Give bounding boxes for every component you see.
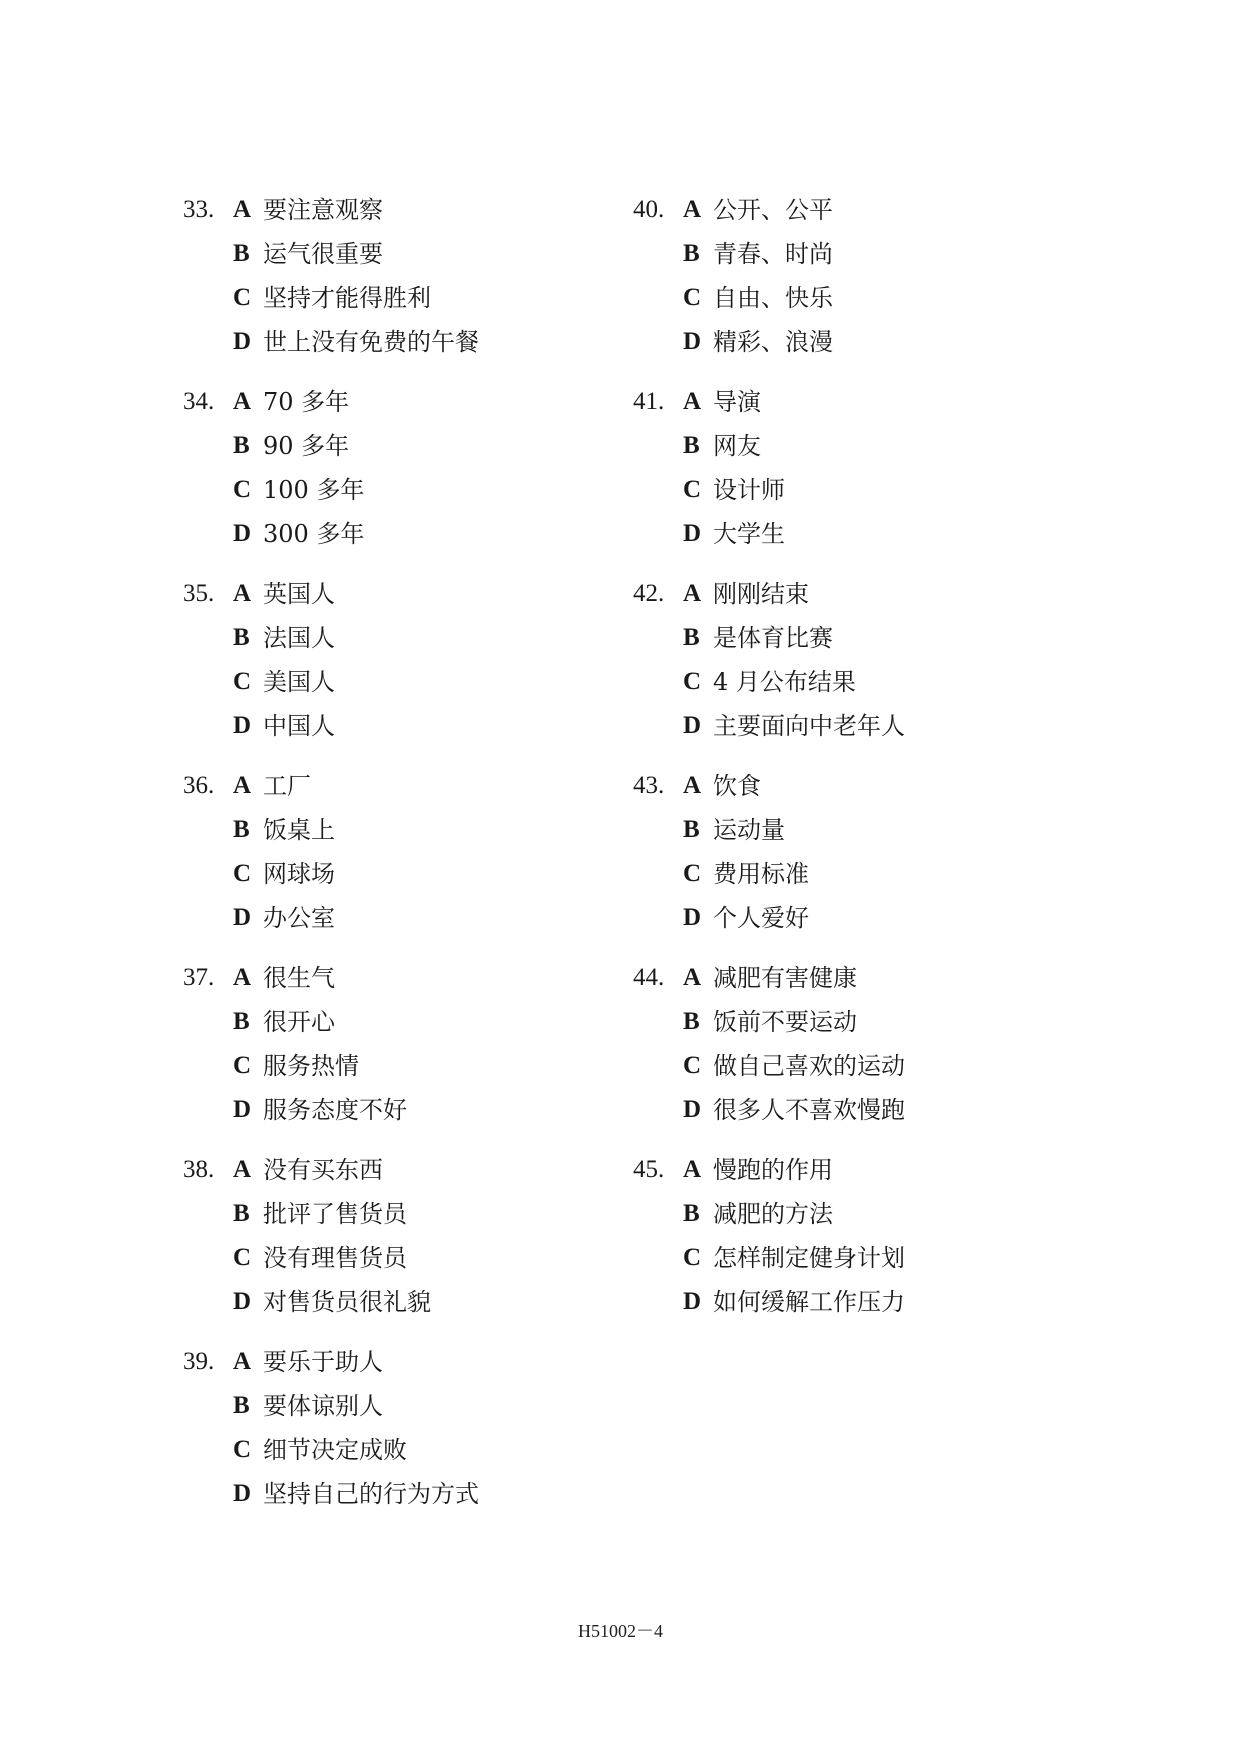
option-letter: C (233, 668, 252, 695)
option-text: 坚持自己的行为方式 (263, 1480, 479, 1508)
answer-option (633, 660, 1093, 704)
option-text: 网球场 (263, 860, 335, 888)
option-letter: D (233, 712, 252, 739)
answer-option (183, 1340, 643, 1384)
option-letter: C (233, 284, 252, 311)
answer-option (183, 1428, 643, 1472)
answer-option (183, 1148, 643, 1192)
option-text: 法国人 (263, 624, 335, 652)
answer-option (183, 660, 643, 704)
option-text: 刚刚结束 (713, 580, 809, 608)
option-text: 怎样制定健身计划 (713, 1244, 905, 1272)
left-question-column (183, 188, 643, 1532)
option-text: 减肥有害健康 (713, 964, 857, 992)
answer-option (633, 764, 1093, 808)
option-letter: D (233, 1288, 252, 1315)
answer-option (633, 852, 1093, 896)
option-text: 很生气 (263, 964, 335, 992)
answer-option (183, 320, 643, 364)
question-number: 44. (633, 964, 665, 991)
answer-option (183, 188, 643, 232)
option-letter: A (683, 1156, 702, 1183)
option-text: 没有理售货员 (263, 1244, 407, 1272)
answer-option (183, 1280, 643, 1324)
option-letter: B (683, 1200, 700, 1227)
answer-option (633, 704, 1093, 748)
option-letter: B (683, 240, 700, 267)
option-letter: B (233, 240, 250, 267)
option-text: 青春、时尚 (713, 240, 833, 268)
question-number: 35. (183, 580, 215, 607)
option-letter: D (683, 328, 702, 355)
option-letter: D (233, 328, 252, 355)
question-block (183, 956, 643, 1132)
option-text: 饭桌上 (263, 816, 335, 844)
option-letter: D (683, 1096, 702, 1123)
option-text: 很多人不喜欢慢跑 (713, 1096, 905, 1124)
answer-option (633, 1280, 1093, 1324)
option-letter: B (233, 1200, 250, 1227)
answer-option (633, 276, 1093, 320)
page-footer-code: H51002－4 (578, 1621, 663, 1641)
option-letter: A (683, 196, 702, 223)
option-text: 运气很重要 (263, 240, 383, 268)
question-block (633, 764, 1093, 940)
answer-option (183, 852, 643, 896)
option-letter: A (233, 1156, 252, 1183)
answer-option (183, 1236, 643, 1280)
answer-option (633, 320, 1093, 364)
question-number: 33. (183, 196, 215, 223)
option-text: 办公室 (263, 904, 335, 932)
option-text: 世上没有免费的午餐 (263, 328, 479, 356)
question-block (633, 956, 1093, 1132)
option-letter: C (233, 1244, 252, 1271)
option-text: 工厂 (263, 772, 311, 800)
answer-option (633, 1000, 1093, 1044)
answer-option (183, 956, 643, 1000)
answer-option (633, 188, 1093, 232)
option-letter: B (683, 432, 700, 459)
question-block (183, 188, 643, 364)
option-text: 批评了售货员 (263, 1200, 407, 1228)
option-text: 很开心 (263, 1008, 335, 1036)
option-text: 细节决定成败 (263, 1436, 407, 1464)
right-question-column (633, 188, 1093, 1340)
option-letter: C (683, 284, 702, 311)
question-number: 43. (633, 772, 665, 799)
option-letter: B (233, 432, 250, 459)
option-letter: C (683, 860, 702, 887)
question-number: 42. (633, 580, 665, 607)
option-letter: A (683, 772, 702, 799)
option-text: 坚持才能得胜利 (263, 284, 431, 312)
option-text: 精彩、浪漫 (713, 328, 833, 356)
option-text: 大学生 (713, 520, 785, 548)
question-block (183, 380, 643, 556)
option-text: 做自己喜欢的运动 (713, 1052, 905, 1080)
question-number: 39. (183, 1348, 215, 1375)
question-block (633, 380, 1093, 556)
option-text: 自由、快乐 (713, 284, 833, 312)
question-block (633, 1148, 1093, 1324)
option-text: 饭前不要运动 (713, 1008, 857, 1036)
answer-option (183, 1472, 643, 1516)
answer-option (183, 572, 643, 616)
option-text: 主要面向中老年人 (713, 712, 905, 740)
option-letter: A (233, 580, 252, 607)
answer-option (183, 1044, 643, 1088)
option-letter: C (683, 476, 702, 503)
answer-option (633, 232, 1093, 276)
option-letter: B (683, 816, 700, 843)
option-letter: D (683, 1288, 702, 1315)
answer-option (633, 1088, 1093, 1132)
question-block (633, 188, 1093, 364)
answer-option (633, 424, 1093, 468)
answer-option (633, 380, 1093, 424)
option-text: 运动量 (713, 816, 785, 844)
answer-option (633, 1044, 1093, 1088)
option-text: 导演 (713, 388, 761, 416)
answer-option (183, 764, 643, 808)
option-letter: C (683, 1244, 702, 1271)
option-text: 是体育比赛 (713, 624, 833, 652)
option-text: 费用标准 (713, 860, 809, 888)
question-number: 37. (183, 964, 215, 991)
answer-option (633, 808, 1093, 852)
option-letter: C (683, 668, 702, 695)
answer-option (633, 956, 1093, 1000)
question-block (633, 572, 1093, 748)
question-number: 34. (183, 388, 215, 415)
answer-option (183, 1000, 643, 1044)
option-letter: D (233, 904, 252, 931)
option-letter: C (233, 860, 252, 887)
option-text: 没有买东西 (263, 1156, 383, 1184)
option-text: 设计师 (713, 476, 785, 504)
answer-option (633, 1236, 1093, 1280)
option-letter: D (233, 1480, 252, 1507)
answer-option (633, 616, 1093, 660)
option-letter: D (683, 520, 702, 547)
option-text: 减肥的方法 (713, 1200, 833, 1228)
option-letter: B (233, 816, 250, 843)
question-block (183, 572, 643, 748)
option-letter: D (233, 520, 252, 547)
answer-option (633, 1192, 1093, 1236)
answer-option (633, 468, 1093, 512)
option-letter: B (683, 624, 700, 651)
option-letter: A (683, 580, 702, 607)
answer-option (183, 1192, 643, 1236)
answer-option (183, 276, 643, 320)
answer-option (183, 1384, 643, 1428)
option-letter: B (233, 1392, 250, 1419)
answer-option (183, 424, 643, 468)
answer-option (183, 512, 643, 556)
option-text: 慢跑的作用 (713, 1156, 833, 1184)
question-number: 38. (183, 1156, 215, 1183)
option-text: 70 多年 (263, 388, 350, 416)
option-letter: A (683, 388, 702, 415)
option-text: 英国人 (263, 580, 335, 608)
option-text: 要体谅别人 (263, 1392, 383, 1420)
answer-option (633, 1148, 1093, 1192)
option-letter: D (683, 904, 702, 931)
option-text: 90 多年 (263, 432, 350, 460)
answer-option (183, 616, 643, 660)
answer-option (183, 1088, 643, 1132)
option-text: 公开、公平 (713, 196, 833, 224)
option-text: 个人爱好 (713, 904, 809, 932)
answer-option (183, 232, 643, 276)
option-letter: A (233, 772, 252, 799)
option-letter: C (233, 476, 252, 503)
option-text: 300 多年 (263, 520, 365, 548)
option-text: 中国人 (263, 712, 335, 740)
option-letter: D (683, 712, 702, 739)
option-text: 如何缓解工作压力 (713, 1288, 905, 1316)
option-text: 服务热情 (263, 1052, 359, 1080)
option-text: 对售货员很礼貌 (263, 1288, 431, 1316)
option-text: 服务态度不好 (263, 1096, 407, 1124)
option-letter: B (683, 1008, 700, 1035)
question-block (183, 764, 643, 940)
option-letter: C (683, 1052, 702, 1079)
question-block (183, 1148, 643, 1324)
option-letter: A (683, 964, 702, 991)
answer-option (183, 468, 643, 512)
option-letter: C (233, 1436, 252, 1463)
question-number: 36. (183, 772, 215, 799)
answer-option (183, 380, 643, 424)
option-text: 饮食 (713, 772, 761, 800)
answer-option (183, 808, 643, 852)
answer-option (183, 704, 643, 748)
option-letter: A (233, 388, 252, 415)
option-letter: D (233, 1096, 252, 1123)
option-text: 要乐于助人 (263, 1348, 383, 1376)
answer-option (633, 512, 1093, 556)
option-letter: A (233, 196, 252, 223)
option-text: 要注意观察 (263, 196, 383, 224)
answer-option (183, 896, 643, 940)
option-text: 美国人 (263, 668, 335, 696)
option-letter: A (233, 964, 252, 991)
option-letter: B (233, 624, 250, 651)
option-text: 网友 (713, 432, 761, 460)
answer-option (633, 896, 1093, 940)
question-number: 40. (633, 196, 665, 223)
answer-option (633, 572, 1093, 616)
option-letter: B (233, 1008, 250, 1035)
question-number: 45. (633, 1156, 665, 1183)
option-letter: C (233, 1052, 252, 1079)
question-block (183, 1340, 643, 1516)
option-text: 100 多年 (263, 476, 365, 504)
question-number: 41. (633, 388, 665, 415)
option-letter: A (233, 1348, 252, 1375)
option-text: 4 月公布结果 (713, 668, 856, 696)
